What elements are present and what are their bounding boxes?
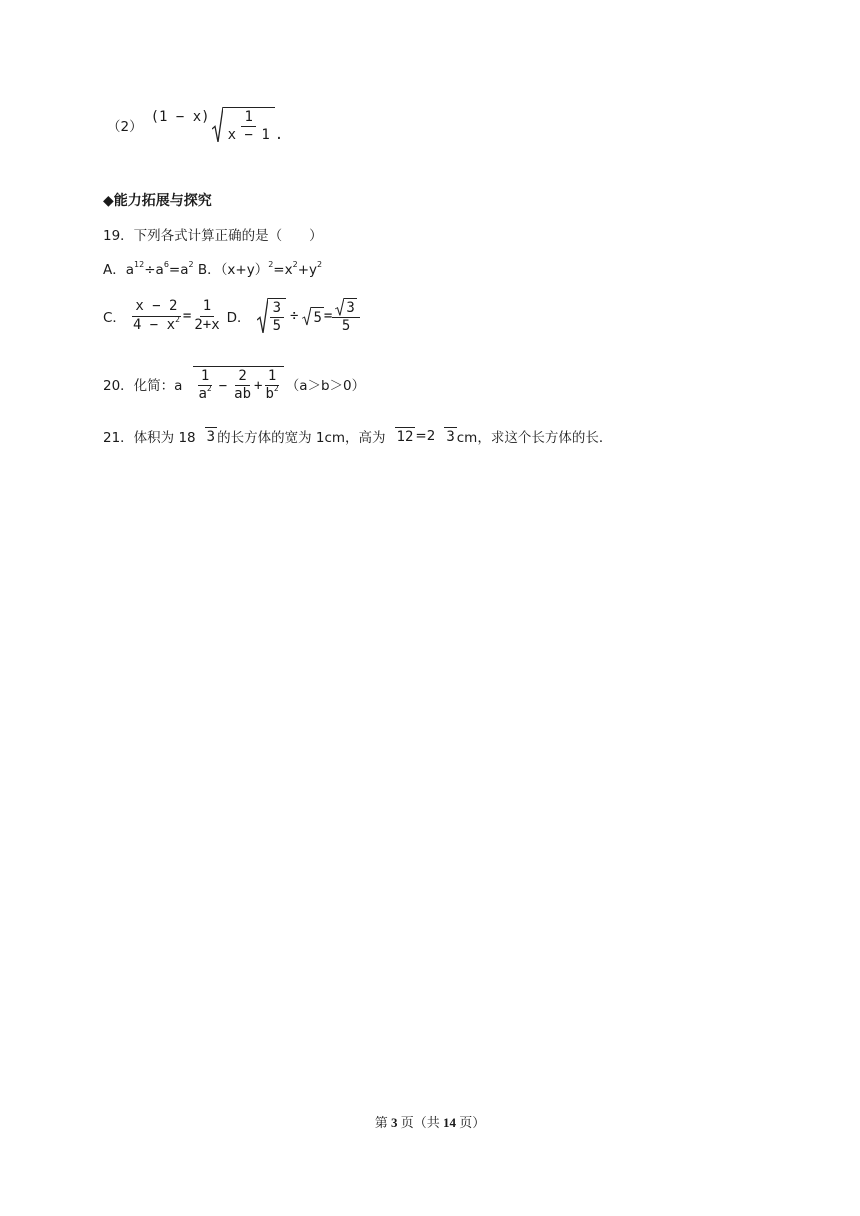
- q20-term3-exp: 2: [273, 384, 279, 393]
- option-d-denominator: 5: [272, 318, 281, 334]
- question-21-text: =2: [415, 428, 436, 444]
- q20-minus: −: [218, 377, 228, 394]
- footer-page-number: 3: [390, 1115, 398, 1130]
- radical-sign-icon: [212, 107, 223, 144]
- item-2-period: .: [274, 127, 284, 144]
- page-footer: [0, 1112, 860, 1131]
- q20-term1-den: a: [198, 386, 207, 402]
- option-c-label: C．: [103, 310, 126, 326]
- item-2-radical: [212, 107, 275, 144]
- option-a-label: A．: [103, 262, 126, 278]
- option-d-numerator: 3: [270, 301, 284, 318]
- q20-term2-den: ab: [234, 386, 252, 402]
- q20-term1-exp: 2: [206, 384, 212, 393]
- q20-term3-den: b: [265, 386, 274, 402]
- option-c-exp: 2: [175, 314, 180, 324]
- option-b-text: （x+y）: [220, 262, 269, 278]
- section-title: ◆能力拓展与探究: [103, 193, 212, 209]
- question-21: [103, 424, 612, 448]
- question-21-radicand: 3: [206, 429, 216, 445]
- radical-sign-icon: [257, 298, 268, 335]
- item-2-expression: [151, 107, 284, 144]
- item-2-label: （2）: [107, 119, 143, 135]
- option-c-numerator: 1: [200, 299, 214, 316]
- option-d-divide: ÷: [290, 308, 299, 324]
- option-c-expression: [130, 299, 223, 333]
- question-21-text: 的长方体的宽为 1cm，高为: [217, 430, 386, 446]
- option-d-expression: [257, 298, 360, 335]
- option-b-exp: 2: [317, 260, 323, 269]
- option-a-text: ÷a: [144, 262, 164, 278]
- option-d-label: D．: [226, 310, 251, 326]
- option-d-equals: =: [323, 308, 333, 324]
- radical-sign-icon: [302, 307, 311, 326]
- question-21-radicand: 3: [446, 429, 455, 445]
- option-d-radicand: 5: [311, 307, 323, 326]
- option-c-denominator: 2+x: [194, 316, 220, 333]
- footer-total-pages: 14: [443, 1115, 456, 1130]
- option-d-denominator: 5: [341, 318, 351, 334]
- item-2: [107, 104, 283, 146]
- item-2-factor: (1 − x): [150, 109, 210, 125]
- option-a-exp: 6: [163, 260, 169, 269]
- option-b-exp: 2: [292, 260, 298, 269]
- option-a-text: a: [125, 262, 135, 278]
- question-19-options-cd: [103, 292, 360, 340]
- option-a-text: =a: [168, 262, 189, 278]
- question-21-radical: [435, 427, 456, 445]
- footer-text: 第: [374, 1115, 391, 1130]
- question-19-stem: 19．下列各式计算正确的是（ ）: [103, 228, 323, 244]
- option-c-numerator: x − 2: [132, 299, 180, 316]
- q20-plus: +: [254, 377, 263, 394]
- question-20-radical: [182, 366, 283, 403]
- question-20-condition: （a＞b＞0）: [285, 378, 366, 394]
- footer-text: 页（共: [397, 1115, 443, 1130]
- footer-text: 页）: [456, 1115, 486, 1130]
- question-21-text: cm，求这个长方体的长．: [456, 430, 613, 446]
- option-c-equals: =: [182, 308, 192, 324]
- option-b-exp: 2: [268, 260, 274, 269]
- question-21-radical: [196, 427, 217, 445]
- option-a-exp: 2: [188, 260, 194, 269]
- question-20: [103, 356, 365, 412]
- question-21-radicand: 12: [396, 429, 414, 445]
- question-21-text: 21．体积为 18: [103, 430, 196, 446]
- item-2-denominator: x − 1: [227, 127, 270, 143]
- item-2-numerator: 1: [241, 110, 255, 127]
- question-19-options-ab: [103, 258, 322, 278]
- option-a-exp: 12: [134, 260, 145, 269]
- q20-term1-num: 1: [198, 369, 212, 386]
- question-21-radical: [386, 427, 416, 445]
- q20-term2-num: 2: [235, 369, 249, 386]
- q20-term3-num: 1: [265, 369, 279, 386]
- option-d-numerator: 3: [346, 299, 355, 316]
- option-b-label: B．: [193, 262, 221, 278]
- option-b-text: =x: [273, 262, 293, 278]
- option-c-denominator: 4 − x: [132, 316, 176, 333]
- option-b-text: +y: [297, 262, 318, 278]
- question-20-stem: 20．化简：a: [103, 378, 183, 394]
- radical-sign-icon: [335, 298, 344, 316]
